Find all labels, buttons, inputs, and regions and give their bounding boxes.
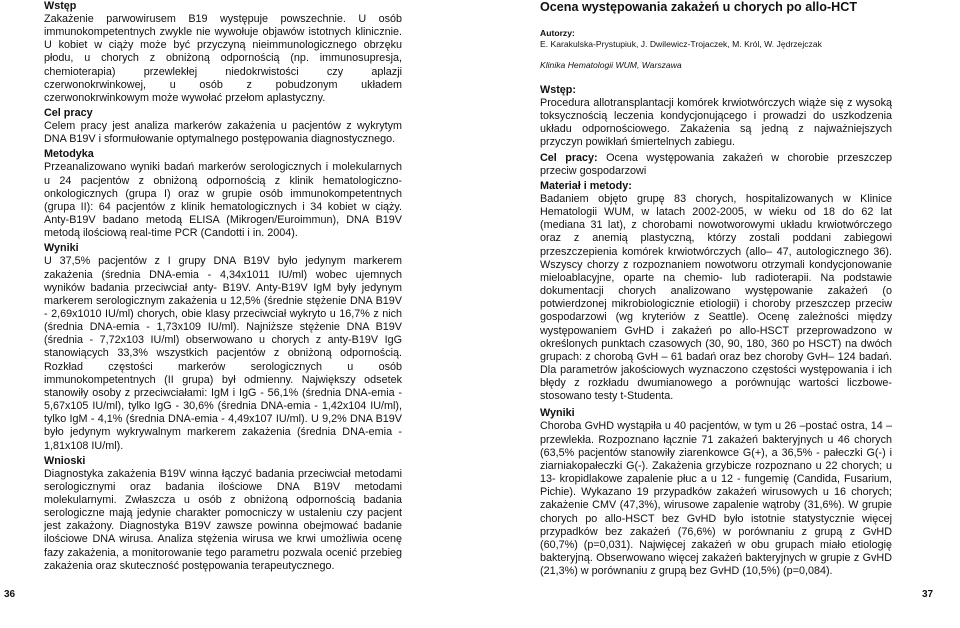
authors: E. Karakulska-Prystupiuk, J. Dwilewicz-Trojaczek, M. Król, W. Jędrzejczak [540,39,822,49]
r-methods-text: Badaniem objęto grupę 83 chorych, hospitalizowanych w Klinice Hematologii WUM, w latach 2002-2005, w wieku od 18 do 62 lat (mediana 31 lat), z chorobami nowotworowymi układu krwiotwórczego oraz z anemią plastyczną, którzy zostali poddani zabiegowi przeszczepienia komórek krwiotwórczych (allo– 47, autologicznego 36). Wszyscy chorzy z rozpoznaniem nowotworu otrzymali kondycjonowanie mieloablacyjne, oparte na chemio- lub radioterapii. Na podstawie dokumentacji chorych analizowano występowanie zakażeń (o potwierdzonej mikrobiologicznie etiologii) i choroby przeszczep przeciw gospodarzowi (wg kryteriów z Seattle). Ocenę zależności między występowaniem GvHD i zakażeń po allo-HSCT przeprowadzono w określonych punktach czasowych (30, 90, 180, 360 po HSCT) na dwóch grupach: z chorobą GvH – 61 badań oraz bez choroby GvH– 124 badań. Dla parametrów jakościowych wyznaczono częstości występowania i ich błędy z rozkładu dwumianowego a porównując wartości liczbowe- stosowano testy t-Studenta. [540,192,892,403]
r-results-text: Choroba GvHD wystąpiła u 40 pacjentów, w tym u 26 –postać ostra, 14 – przewlekła. Rozpoznano łącznie 71 zakażeń bakteryjnych u 46 chorych (63,5% pacjentów stanowiły ziarenkowce G(+), a 36,5% - pałeczki G(-) i ziarniakopałeczki G(-). Zakażenia grzybicze rozpoznano u 22 chorych; u 13- kropidlakowe zapalenie płuc a u 12 - fungemię (Candida, Fusarium, Pichie). Wykazano 19 przypadków zakażeń wirusowych u 16 chorych; zakażenie CMV (47,3%), wirusowe zapalenie wątroby (31,6%). W grupie chorych po allo-HSCT bez GvHD było istotnie statystycznie więcej przypadków bez zakażeń (76,6%) w porównaniu z grupą z GvHD (60,7%) (p=0,031). Najwięcej zakażeń w obu grupach miało etiologię bakteryjną. Obserwowano więcej zakażeń bakteryjnych w grupie z GvHD (21,3%) w porównaniu z grupą bez GvHD (10,5%) (p=0,084). [540,420,892,578]
r-intro-text: Procedura allotransplantacji komórek krwiotwórczych wiąże się z wysoką toksycznością leczenia kondycjonującego i prowadzi do uszkodzenia układu odpornościowego. Zakażenia są jedną z najważniejszych przyczyn powikłań śmiertelnych zabiegu. [540,97,892,149]
right-column [540,0,892,578]
results-heading: Wyniki [44,242,79,255]
aim-text: Celem pracy jest analiza markerów zakażenia u pacjentów z wykrytym DNA B19V i sformułowanie optymalnego postępowania diagnostycznego. [44,120,402,146]
r-methods-heading: Materiał i metody: [540,179,632,192]
r-aim-label: Cel pracy: [540,151,598,164]
r-aim [540,152,892,178]
r-aim-text: Ocena występowania zakażeń w chorobie przeszczep przeciw gospodarzowi [540,151,892,177]
r-intro-heading: Wstęp: [540,84,576,96]
left-column [44,0,402,573]
intro-heading: Wstęp [44,0,77,12]
conclusions-heading: Wnioski [44,454,86,467]
page-number-left: 36 [4,589,16,600]
methods-text: Przeanalizowano wyniki badań markerów serologicznych i molekularnych u 24 pacjentów z obniżoną odpornością z klinik hematologiczno-onkologicznych (grupa I) oraz w grupie osób immunokompetentnych (grupa II): 64 pacjentów z klinik hematologicznych i 34 kobiet w ciąży. Anty-B19V badano metodą ELISA (Mikrogen/Euroimmun), DNA B19V metodą ilościową real-time PCR (Candotti i in. 2004). [44,161,402,240]
intro-text: Zakażenie parwowirusem B19 występuje powszechnie. U osób immunokompetentnych zwykle nie wywołuje objawów istotnych klinicznie. U kobiet w ciąży może być przyczyną nieimmunologicznego obrzęku płodu, u chorych z obniżoną odpornością (np. immunosupresja, chemioterapia) przewlekłej niedokrwistości czy aplazji czerwonokrwinkowej, u osób z pobudzonym układem czerwonokrwinkowym może wywołać przełom aplastyczny. [44,13,402,104]
methods-heading: Metodyka [44,148,94,161]
authors-heading: Autorzy: [540,28,575,38]
conclusions-text: Diagnostyka zakażenia B19V winna łączyć badania przeciwciał metodami serologicznymi oraz badania ilościowe DNA B19V metodami molekularnymi. Zwłaszcza u osób z obniżoną odpornością badania serologiczne mają jedynie charakter pomocniczy w ustaleniu czy pacjent jest zakażony. Diagnostyka B19V zawsze powinna obejmować badanie ilościowe DNA wirusa. Analiza stężenia wirusa we krwi umożliwia ocenę fazy zakażenia, a monitorowanie tego parametru pozwala ocenić przebieg zakażenia oraz skuteczność postępowania terapeutycznego. [44,467,402,572]
aim-heading: Cel pracy [44,107,93,120]
affiliation: Klinika Hematologii WUM, Warszawa [540,60,682,70]
results-text: U 37,5% pacjentów z I grupy DNA B19V było jedynym markerem zakażenia (średnia DNA-emia - 4,34x1011 IU/ml) wobec ujemnych wyników badania przeciwciał anty- B19V. Anty-B19V IgM były jedynym markerem serologicznym zakażenia u 12,5% (średnie stężenie DNA B19V - 2,69x1010 IU/ml) chorych, obie klasy przeciwciał wykryto u 16,7% z nich (średnia DNA-emia - 1,73x109 IU/ml). Najniższe stężenie DNA B19V (średnia - 7,72x103 IU/ml) obserwowano u chorych z anty-B19V IgG stanowiących 33,3% wszystkich pacjentów z obniżoną odpornością. Rozkład częstości markerów serologicznych u osób immunokompetentnych (II grupa) był odmienny. Największy odsetek stanowiły osoby z przeciwciałami: IgM i IgG - 56,1% (średnia DNA-emia - 5,67x105 IU/ml), tylko IgG - 30,6% (średnia DNA-emia - 1,42x104 IU/ml), tylko IgM - 4,1% (średnia DNA-emia - 4,49x107 IU/ml). U 9,2% DNA B19V było jedynym wykrywalnym markerem zakażenia (średnia DNA-emia - 1,81x108 IU/ml). [44,255,402,452]
article-title: Ocena występowania zakażeń u chorych po allo-HCT [540,0,858,14]
page-number-right: 37 [922,589,934,600]
r-results-heading: Wyniki [540,407,575,420]
